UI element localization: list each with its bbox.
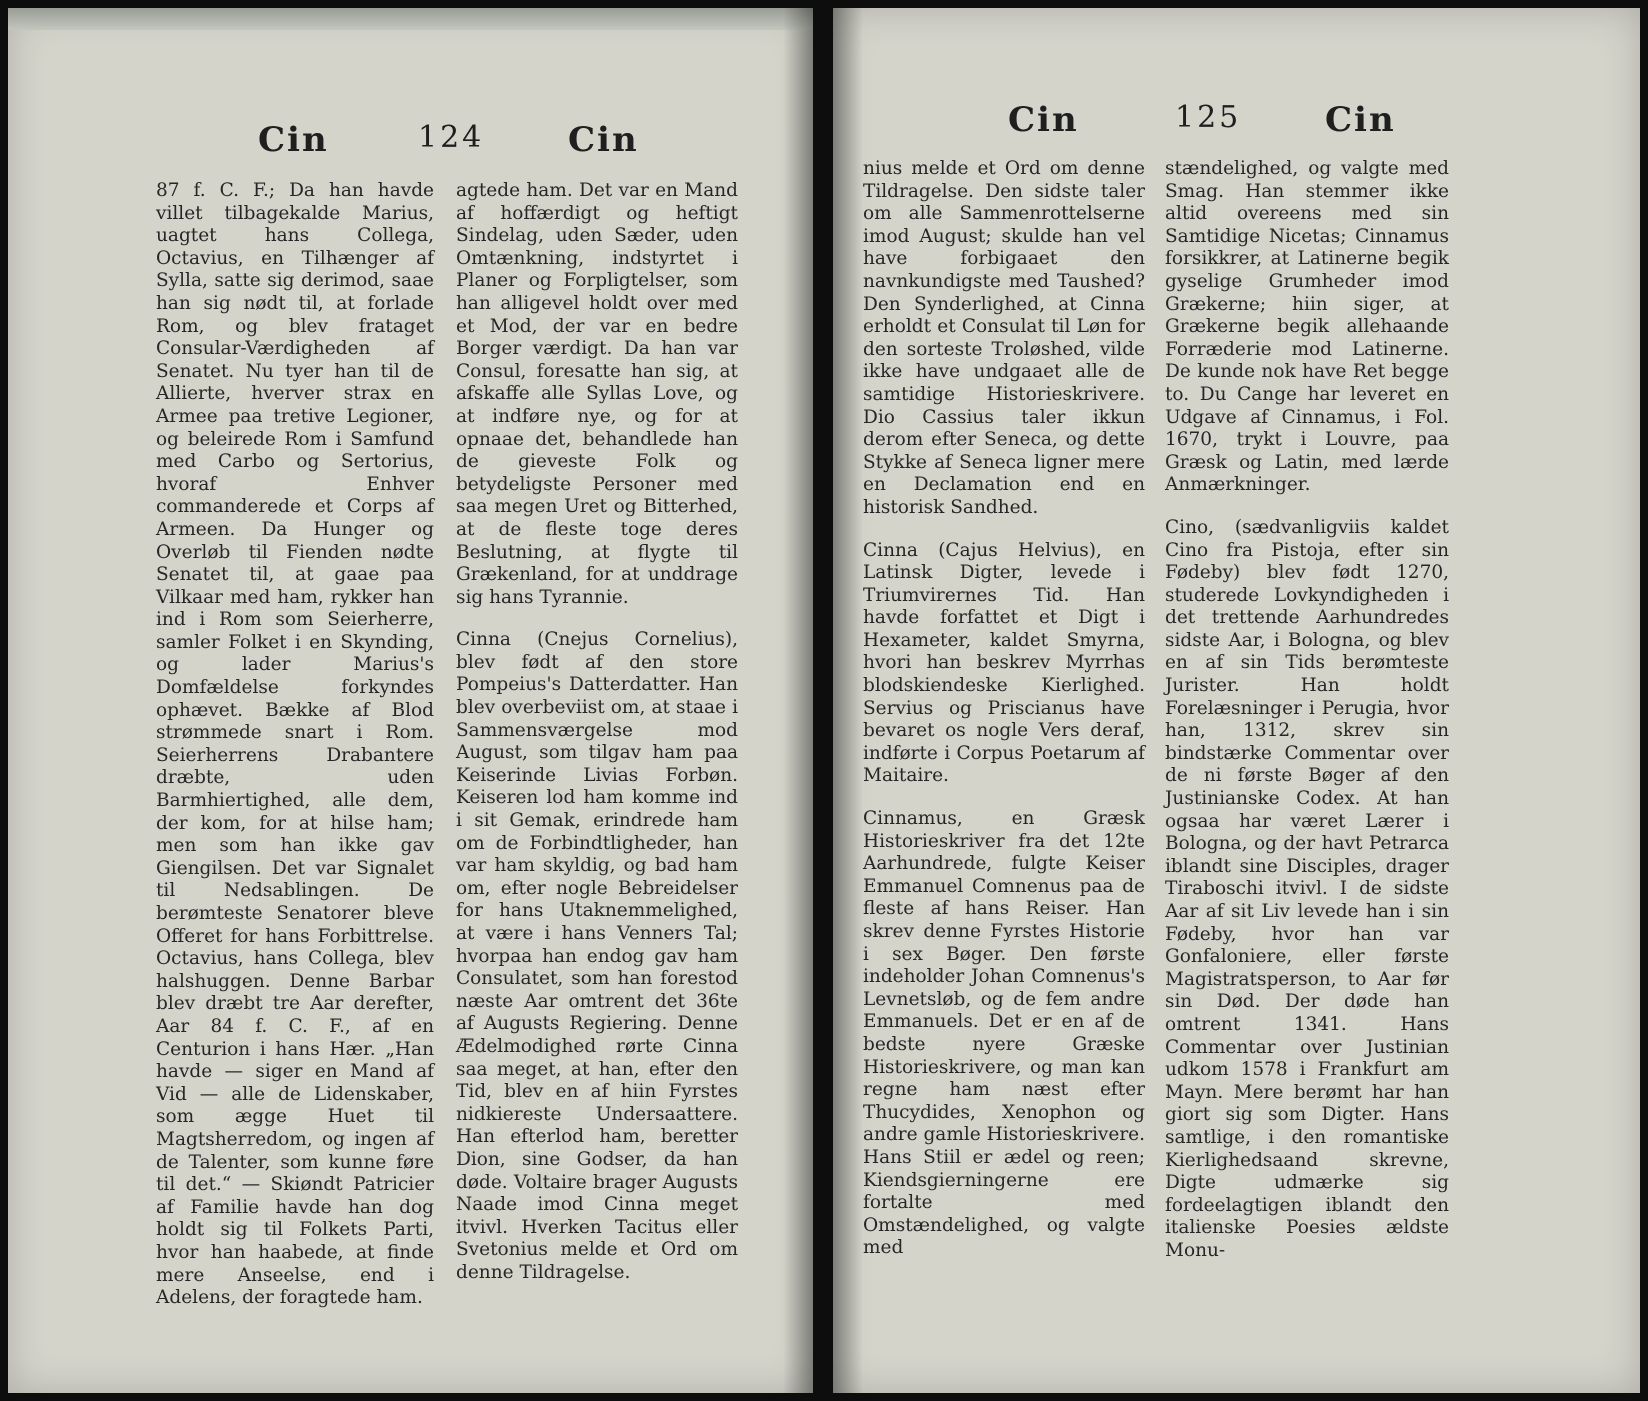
header-right-word: Cin <box>1325 100 1396 140</box>
page-number: 125 <box>1175 100 1242 135</box>
paragraph: Cinna (Cnejus Cornelius), blev født af den store Pompeius's Datterdatter. Han blev overbeviist om, at staae i Sammensværgelse mod August, som tilgav ham paa Keiserinde Livias Forbøn. Keiseren lod ham komme ind i sit Gemak, erindrede ham om de Forbindtligheder, han var ham skyldig, og bad ham om, efter nogle Bebreidelser for hans Utaknemmelighed, at være i hans Venners Tal; hvorpaa han endog gav ham Consulatet, som han forestod næste Aar omtrent det 36te af Augusts Regiering. Denne Ædelmodighed rørte Cinna saa meget, at han, efter den Tid, blev en af hiin Fyrstes nidkiereste Undersaattere. Han efterlod ham, beretter Dion, sine Godser, da han døde. Voltaire brager Augusts Naade imod Cinna meget itvivl. Hverken Tacitus eller Svetonius melde et Ord om denne Tildragelse. <box>456 629 738 1283</box>
text-column-1 <box>863 158 1145 1260</box>
left-page <box>8 8 813 1393</box>
header-left-word: Cin <box>258 120 329 160</box>
paragraph: 87 f. C. F.; Da han havde villet tilbagekalde Marius, uagtet hans Collega, Octavius, en Tilhænger af Sylla, satte sig derimod, saae han sig nødt til, at forlade Rom, og blev frataget Consular-Værdigheden af Senatet. Nu tyer han til de Allierte, hverver strax en Armee paa tretive Legioner, og beleirede Rom i Samfund med Carbo og Sertorius, hvoraf Enhver commanderede et Corps af Armeen. Da Hunger og Overløb til Fienden nødte Senatet til, at gaae paa Vilkaar med ham, rykker han ind i Rom som Seierherre, samler Folket i en Skynding, og lader Marius's Domfældelse forkyndes ophævet. Bække af Blod strømmede snart i Rom. Seierherrens Drabantere dræbte, uden Barmhiertighed, alle dem, der kom, for at hilse ham; men som han ikke gav Giengilsen. Det var Signalet til Nedsablingen. De berømteste Senatorer bleve Offeret for hans Forbittrelse. Octavius, hans Collega, blev halshuggen. Denne Barbar blev dræbt tre Aar derefter, Aar 84 f. C. F., af en Centurion i hans Hær. „Han havde — siger en Mand af Vid — alle de Lidenskaber, som ægge Huet til Magtsherredom, og ingen af de Talenter, som kunne føre til det.“ — Skiøndt Patricier af Familie havde han dog holdt sig til Folkets Parti, hvor han haabede, at finde mere Anseelse, end i Adelens, der foragtede ham. <box>156 180 434 1309</box>
header-left-word: Cin <box>1008 100 1079 140</box>
paragraph: Cinna (Cajus Helvius), en Latinsk Digter, levede i Triumvirernes Tid. Han havde forfattet et Digt i Hexameter, kaldet Smyrna, hvori han beskrev Myrrhas blodskiendeske Kierlighed. Servius og Priscianus have bevaret os nogle Vers deraf, indførte i Corpus Poetarum af Maitaire. <box>863 539 1145 787</box>
text-column-1 <box>156 180 434 1310</box>
page-edge <box>8 8 813 30</box>
text-column-2 <box>1165 158 1449 1263</box>
running-header <box>8 120 813 170</box>
text-column-2 <box>456 180 738 1285</box>
header-right-word: Cin <box>568 120 639 160</box>
paragraph: agtede ham. Det var en Mand af hoffærdigt og heftigt Sindelag, uden Sæder, uden Omtænkning, indstyrtet i Planer og Forpligtelser, som han alligevel holdt over med et Mod, der var en bedre Borger værdigt. Da han var Consul, foresatte han sig, at afskaffe alle Syllas Love, og at indføre nye, og for at opnaae det, behandlede han de gieveste Folk og betydeligste Personer med saa megen Uret og Bitterhed, at de fleste toge deres Beslutning, at flygte til Grækenland, for at unddrage sig hans Tyrannie. <box>456 180 738 608</box>
right-page <box>833 8 1640 1393</box>
paragraph: stændelighed, og valgte med Smag. Han stemmer ikke altid overeens med sin Samtidige Nicetas; Cinnamus forsikkrer, at Latinerne begik gyselige Grumheder imod Grækerne; hiin siger, at Grækerne begik allehaande Forræderie mod Latinerne. De kunde nok have Ret begge to. Du Cange har leveret en Udgave af Cinnamus, i Fol. 1670, trykt i Louvre, paa Græsk og Latin, med lærde Anmærkninger. <box>1165 158 1449 496</box>
paragraph: Cinnamus, en Græsk Historieskriver fra det 12te Aarhundrede, fulgte Keiser Emmanuel Comnenus paa de fleste af hans Reiser. Han skrev denne Fyrstes Historie i sex Bøger. Den første indeholder Johan Comnenus's Levnetsløb, og de fem andre Emmanuels. Det er en af de bedste nyere Græske Historieskrivere, og man kan regne ham næst efter Thucydides, Xenophon og andre gamle Historieskrivere. Hans Stiil er ædel og reen; Kiendsgierningerne ere fortalte med Omstændelighed, og valgte med <box>863 808 1145 1259</box>
paragraph: Cino, (sædvanligviis kaldet Cino fra Pistoja, efter sin Fødeby) blev født 1270, studerede Lovkyndigheden i det trettende Aarhundredes sidste Aar, i Bologna, og blev en af sin Tids berømteste Jurister. Han holdt Forelæsninger i Perugia, hvor han, 1312, skrev sin bindstærke Commentar over de ni første Bøger af den Justinianske Codex. At han ogsaa har været Lærer i Bologna, og der havt Petrarca iblandt sine Disciples, drager Tiraboschi itvivl. I de sidste Aar af sit Liv levede han i sin Fødeby, hvor han var Gonfaloniere, eller første Magistratsperson, to Aar før sin Død. Der døde han omtrent 1341. Hans Commentar over Justinian udkom 1578 i Frankfurt am Mayn. Mere berømt har han giort sig som Digter. Hans samtlige, i den romantiske Kierlighedsaand skrevne, Digte udmærke sig fordeelagtigen iblandt den italienske Poesies ældste Monu- <box>1165 516 1449 1261</box>
running-header <box>833 100 1640 150</box>
paragraph: nius melde et Ord om denne Tildragelse. Den sidste taler om alle Sammenrottelserne imod August; skulde han vel have forbigaaet den navnkundigste med Taushed? Den Synderlighed, at Cinna erholdt et Consulat til Løn for den sorteste Troløshed, vilde ikke have undgaaet alle de samtidige Historieskrivere. Dio Cassius taler ikkun derom efter Seneca, og dette Stykke af Seneca ligner mere en Declamation end en historisk Sandhed. <box>863 158 1145 518</box>
page-number: 124 <box>418 120 485 155</box>
